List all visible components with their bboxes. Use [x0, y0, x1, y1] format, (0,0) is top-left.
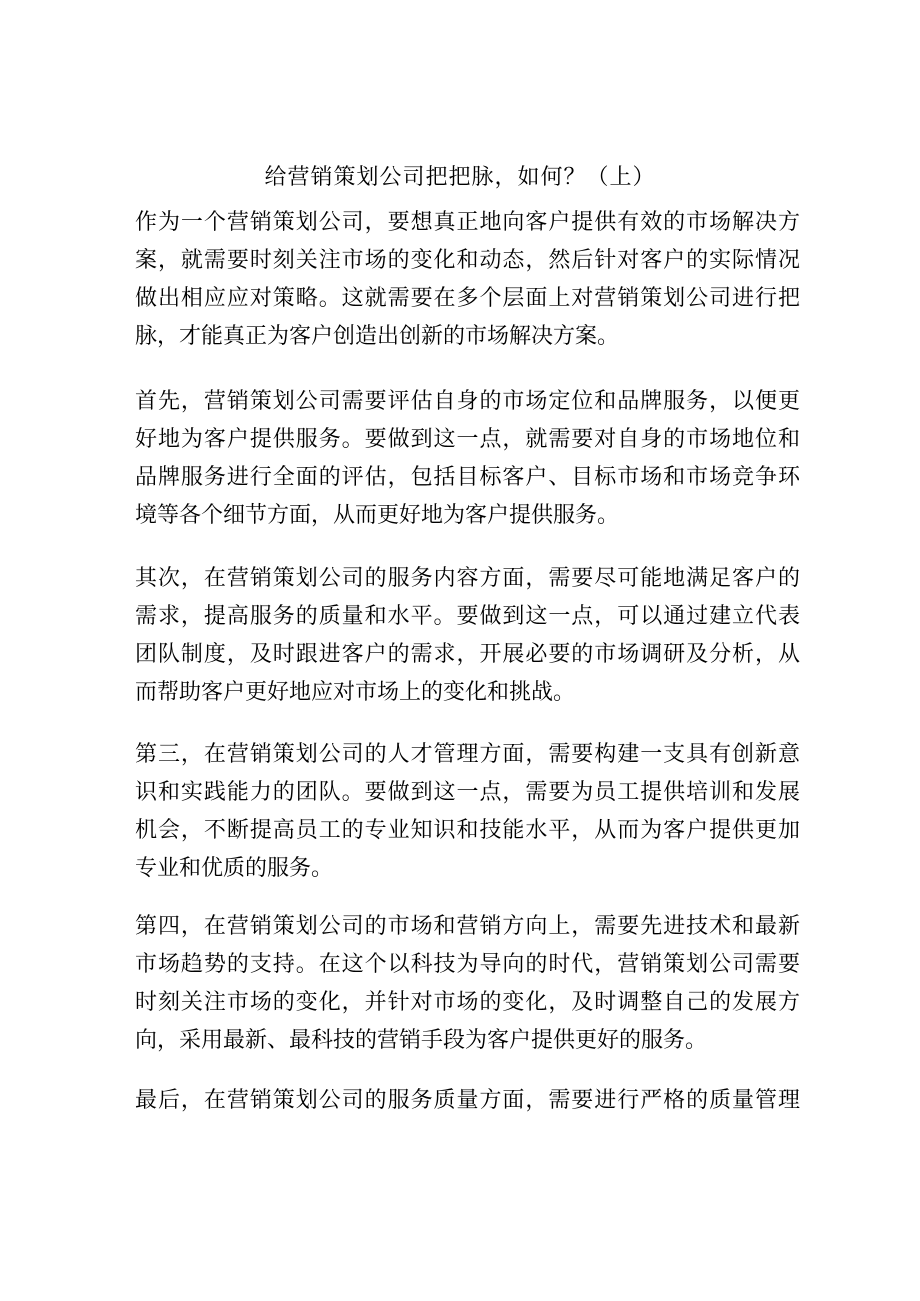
paragraph-last [135, 1082, 800, 1120]
paragraph-third [135, 736, 800, 888]
text-line: 机会，不断提高员工的专业知识和技能水平，从而为客户提供更加 [135, 818, 800, 843]
text-line: 案，就需要时刻关注市场的变化和动态，然后针对客户的实际情况 [135, 248, 800, 273]
document-title: 给营销策划公司把把脉，如何？（上） [264, 165, 656, 190]
paragraph-fourth [135, 908, 800, 1060]
text-line: 团队制度，及时跟进客户的需求，开展必要的市场调研及分析，从 [135, 642, 800, 667]
text-line: 品牌服务进行全面的评估，包括目标客户、目标市场和市场竞争环 [135, 465, 800, 490]
text-line: 向，采用最新、最科技的营销手段为客户提供更好的服务。 [135, 1028, 708, 1053]
paragraph-second [135, 560, 800, 712]
text-line: 作为一个营销策划公司，要想真正地向客户提供有效的市场解决方 [135, 210, 800, 235]
text-line: 需求，提高服务的质量和水平。要做到这一点，可以通过建立代表 [135, 604, 800, 629]
paragraph-first [135, 383, 800, 535]
text-line: 第三，在营销策划公司的人才管理方面，需要构建一支具有创新意 [135, 742, 800, 767]
text-line: 识和实践能力的团队。要做到这一点，需要为员工提供培训和发展 [135, 780, 800, 805]
text-line: 而帮助客户更好地应对市场上的变化和挑战。 [135, 680, 576, 705]
text-line: 做出相应应对策略。这就需要在多个层面上对营销策划公司进行把 [135, 286, 800, 311]
text-line: 脉，才能真正为客户创造出创新的市场解决方案。 [135, 324, 620, 349]
text-line: 首先，营销策划公司需要评估自身的市场定位和品牌服务，以便更 [135, 389, 800, 414]
text-line: 专业和优质的服务。 [135, 856, 334, 881]
text-line: 第四，在营销策划公司的市场和营销方向上，需要先进技术和最新 [135, 914, 800, 939]
text-line: 最后，在营销策划公司的服务质量方面，需要进行严格的质量管理 [135, 1088, 800, 1113]
text-line: 市场趋势的支持。在这个以科技为导向的时代，营销策划公司需要 [135, 952, 800, 977]
text-line: 其次，在营销策划公司的服务内容方面，需要尽可能地满足客户的 [135, 566, 800, 591]
text-line: 境等各个细节方面，从而更好地为客户提供服务。 [135, 503, 620, 528]
text-line: 时刻关注市场的变化，并针对市场的变化，及时调整自己的发展方 [135, 990, 800, 1015]
text-line: 好地为客户提供服务。要做到这一点，就需要对自身的市场地位和 [135, 427, 800, 452]
paragraph-intro [135, 204, 800, 356]
